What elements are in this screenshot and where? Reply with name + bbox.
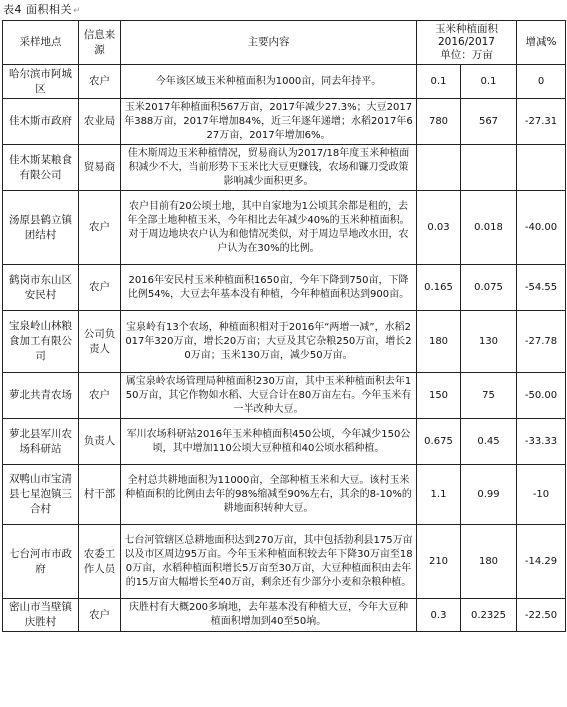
cell-site: 密山市当壁镇庆胜村: [3, 599, 79, 632]
cell-content: 属宝泉岭农场管理局种植面积230万亩，其中玉米种植面积去年150万亩，其它作物如水稻、大豆合计在80万亩左右。今年玉米有一半改种大豆。: [121, 373, 417, 419]
cell-change: [517, 145, 566, 191]
cell-source: 农户: [79, 599, 121, 632]
table-row: [3, 525, 566, 599]
cell-change: -40.00: [517, 191, 566, 265]
cell-content: 2016年安民村玉米种植面积1650亩，今年下降到750亩，下降比例54%，大豆去年基本没有种植，今年种植面积达到900亩。: [121, 265, 417, 311]
header-source: 信息来源: [79, 21, 121, 65]
table-row: [3, 145, 566, 191]
cell-site: 七台河市市政府: [3, 525, 79, 599]
cell-content: 庆胜村有大概200多垧地，去年基本没有种植大豆，今年大豆种植面积增加到40至50垧。: [121, 599, 417, 632]
cell-change: -27.31: [517, 99, 566, 145]
cell-change: -33.33: [517, 419, 566, 465]
cell-source: 农户: [79, 373, 121, 419]
cell-change: -14.29: [517, 525, 566, 599]
cell-site: 宝泉岭山林粮食加工有限公司: [3, 311, 79, 373]
header-area-line1: 玉米种植面积: [435, 23, 498, 35]
cell-content: 全村总共耕地面积为11000亩，全部种植玉米和大豆。该村玉米种植面积的比例由去年的98%缩减至90%左右，其余的8-10%的耕地面积转种大豆。: [121, 465, 417, 525]
cell-area-2016: 0.3: [417, 599, 461, 632]
cell-content: 玉米2017年种植面积567万亩，2017年减少27.3%；大豆2017年388万亩，2017年增加84%，近三年逐年递增；水稻2017年627万亩，2017年增加6%。: [121, 99, 417, 145]
cell-content: 军川农场科研站2016年玉米种植面积450公顷，今年减少150公顷，其中增加110公顷大豆种植和40公顷水稻种植。: [121, 419, 417, 465]
table-row: [3, 419, 566, 465]
cell-area-2016: 0.675: [417, 419, 461, 465]
cell-area-2017: 75: [461, 373, 517, 419]
table-row: [3, 465, 566, 525]
cell-source: 农委工作人员: [79, 525, 121, 599]
table-row: [3, 99, 566, 145]
cell-area-2016: 180: [417, 311, 461, 373]
cell-area-2017: 0.2325: [461, 599, 517, 632]
cell-area-2017: 0.45: [461, 419, 517, 465]
header-row: [3, 21, 566, 65]
cell-source: 农业局: [79, 99, 121, 145]
cell-area-2017: 0.1: [461, 65, 517, 99]
header-area: [417, 21, 517, 65]
cell-source: 农户: [79, 65, 121, 99]
cell-site: 佳木斯某粮食有限公司: [3, 145, 79, 191]
cell-area-2017: 0.99: [461, 465, 517, 525]
cell-site: 佳木斯市政府: [3, 99, 79, 145]
cell-content: 佳木斯周边玉米种植情况，贸易商认为2017/18年度玉米种植面积减少不大，当前形势下玉米比大豆更赚钱，农场和镰刀受政策影响减少面积更多。: [121, 145, 417, 191]
cell-change: 0: [517, 65, 566, 99]
cell-content: 今年该区域玉米种植面积为1000亩，同去年持平。: [121, 65, 417, 99]
cell-area-2016: 0.165: [417, 265, 461, 311]
cell-source: 贸易商: [79, 145, 121, 191]
area-table: [2, 20, 566, 632]
table-row: [3, 65, 566, 99]
cell-site: 鹤岗市东山区安民村: [3, 265, 79, 311]
cell-area-2017: 180: [461, 525, 517, 599]
cell-source: 公司负责人: [79, 311, 121, 373]
table-row: [3, 191, 566, 265]
header-area-line3: 单位：万亩: [440, 49, 493, 61]
header-area-line2: 2016/2017: [438, 36, 495, 48]
cell-area-2017: 0.018: [461, 191, 517, 265]
cell-source: 村干部: [79, 465, 121, 525]
cell-area-2016: 1.1: [417, 465, 461, 525]
cell-area-2016: 210: [417, 525, 461, 599]
cell-site: 萝北共青农场: [3, 373, 79, 419]
table-row: [3, 373, 566, 419]
cell-area-2017: 0.075: [461, 265, 517, 311]
table-row: [3, 265, 566, 311]
cell-site: 萝北县军川农场科研站: [3, 419, 79, 465]
cell-source: 负责人: [79, 419, 121, 465]
cell-change: -27.78: [517, 311, 566, 373]
table-row: [3, 311, 566, 373]
cell-source: 农户: [79, 265, 121, 311]
cell-area-2017: 567: [461, 99, 517, 145]
cell-change: -54.55: [517, 265, 566, 311]
cell-area-2016: [417, 145, 461, 191]
cell-site: 哈尔滨市阿城区: [3, 65, 79, 99]
cell-content: 农户目前有20公顷土地，其中自家地为1公顷其余都是租的，去年全部土地种植玉米，今年相比去年减少40%的玉米种植面积。对于周边地块农户认为和他情况类似，对于周边旱地改水田，农户认为在30%的比例。: [121, 191, 417, 265]
cell-change: -22.50: [517, 599, 566, 632]
table-caption: [3, 0, 81, 20]
header-site: 采样地点: [3, 21, 79, 65]
header-change: 增减%: [517, 21, 566, 65]
table-row: [3, 599, 566, 632]
cell-area-2016: 0.03: [417, 191, 461, 265]
cell-area-2017: [461, 145, 517, 191]
caption-text: 表4 面积相关: [3, 3, 72, 16]
cell-area-2016: 0.1: [417, 65, 461, 99]
cell-site: 双鸭山市宝清县七星泡镇三合村: [3, 465, 79, 525]
cell-content: 宝泉岭有13个农场，种植面积相对于2016年“两增一减”，水稻2017年320万亩，增长20万亩；大豆及其它杂粮250万亩，增长20万亩；玉米130万亩，减少50万亩。: [121, 311, 417, 373]
cell-content: 七台河管辖区总耕地面积达到270万亩，其中包括勃利县175万亩以及市区周边95万亩。今年玉米种植面积较去年下降30万亩至180万亩，水稻种植面积增长5万亩至30万亩，大豆种植面积由去年的15万亩大幅增长至40万亩，剩余还有少部分小麦和杂粮种植。: [121, 525, 417, 599]
cell-site: 汤原县鹤立镇团结村: [3, 191, 79, 265]
header-content: 主要内容: [121, 21, 417, 65]
cell-change: -10: [517, 465, 566, 525]
paragraph-mark-icon: ↵: [73, 6, 82, 16]
cell-area-2017: 130: [461, 311, 517, 373]
cell-change: -50.00: [517, 373, 566, 419]
cell-source: 农户: [79, 191, 121, 265]
cell-area-2016: 150: [417, 373, 461, 419]
cell-area-2016: 780: [417, 99, 461, 145]
